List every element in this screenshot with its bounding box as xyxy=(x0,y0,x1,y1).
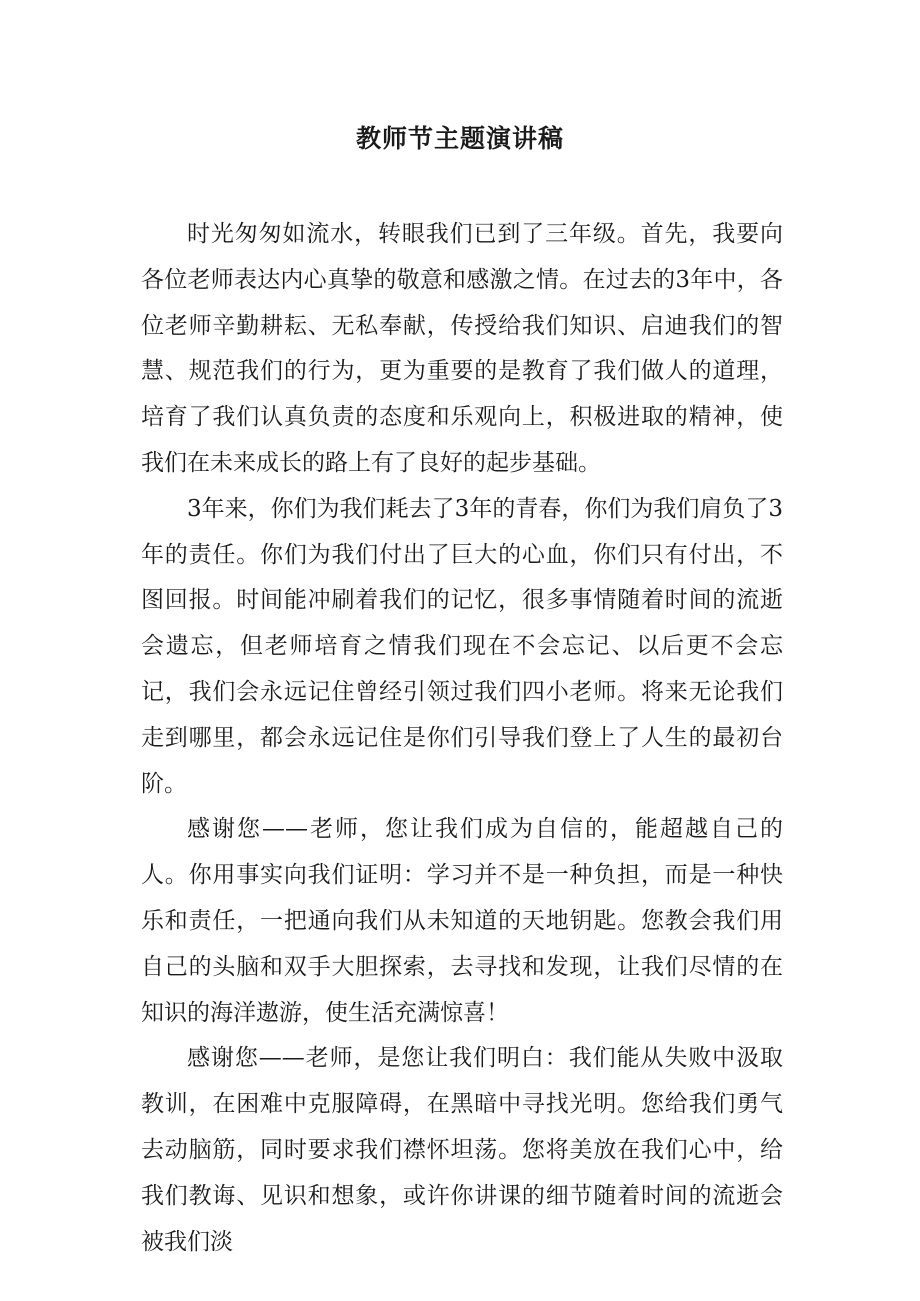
document-title: 教师节主题演讲稿 xyxy=(355,124,564,153)
paragraph-3: 感谢您——老师，您让我们成为自信的，能超越自己的人。你用事实向我们证明：学习并不是一种负担，而是一种快乐和责任，一把通向我们从未知道的天地钥匙。您教会我们用自己的头脑和双手大胆探索，去寻找和发现，让我们尽情的在知识的海洋遨游，使生活充满惊喜！ xyxy=(141,816,783,1026)
paragraph-4: 感谢您——老师，是您让我们明白：我们能从失败中汲取教训，在困难中克服障碍，在黑暗中寻找光明。您给我们勇气去动脑筋，同时要求我们襟怀坦荡。您将美放在我们心中，给我们教诲、见识和想象，或许你讲课的细节随着时间的流逝会被我们淡 xyxy=(141,1045,783,1255)
paragraph-1: 时光匆匆如流水，转眼我们已到了三年级。首先，我要向各位老师表达内心真挚的敬意和感激之情。在过去的3年中，各位老师辛勤耕耘、无私奉献，传授给我们知识、启迪我们的智慧、规范我们的行为，更为重要的是教育了我们做人的道理，培育了我们认真负责的态度和乐观向上，积极进取的精神，使我们在未来成长的路上有了良好的起步基础。 xyxy=(141,221,783,476)
document-body xyxy=(141,212,783,1265)
paragraph-2: 3年来，你们为我们耗去了3年的青春，你们为我们肩负了3年的责任。你们为我们付出了巨大的心血，你们只有付出，不图回报。时间能冲刷着我们的记忆，很多事情随着时间的流逝会遗忘，但老师培育之情我们现在不会忘记、以后更不会忘记，我们会永远记住曾经引领过我们四小老师。将来无论我们走到哪里，都会永远记住是你们引导我们登上了人生的最初台阶。 xyxy=(141,495,783,797)
